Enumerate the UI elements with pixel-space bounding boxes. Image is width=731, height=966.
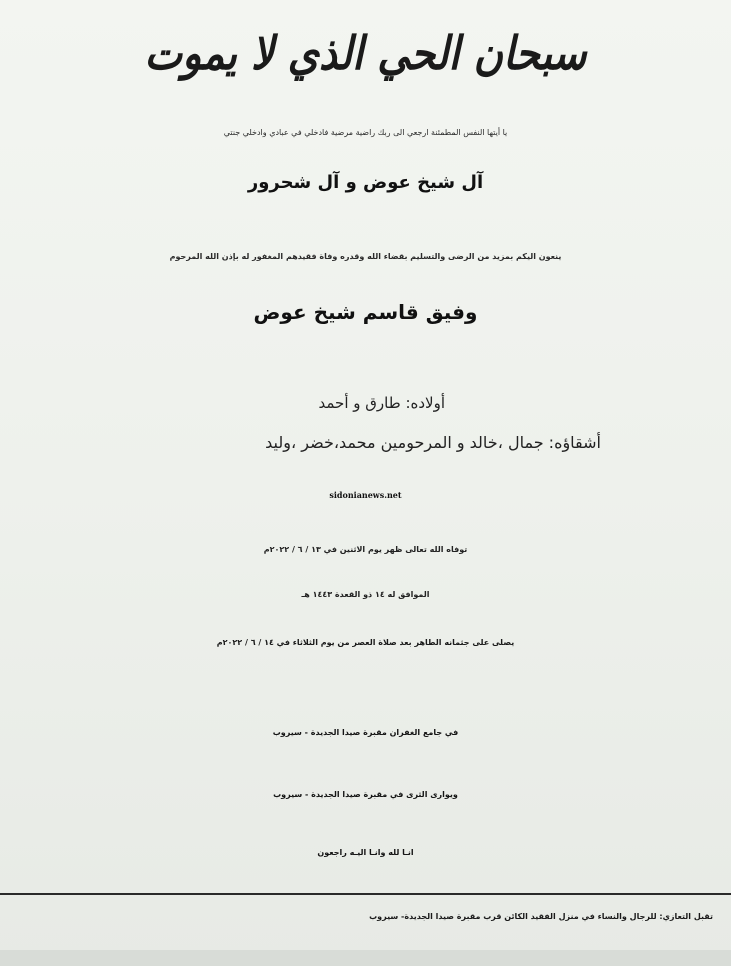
verse-line: يا أيتها النفس المطمئنة ارجعي الى ربك راضية مرضية فادخلي في عبادي وادخلي جنتي: [223, 128, 508, 137]
header-calligraphy-text: سبحان الحي الذي لا يموت: [144, 25, 587, 81]
header-calligraphy: [0, 18, 731, 88]
quran-verse: انـا لله وانـا اليـه راجعون: [317, 848, 414, 857]
children-line: أولاده: طارق و أحمد: [318, 394, 445, 412]
death-date: توفاه الله تعالى ظهر يوم الاثنين في ١٣ / ٦ / ٢٠٢٢م: [263, 545, 468, 554]
burial-location: ويوارى الثرى في مقبرة صيدا الجديدة - سيروب: [273, 790, 458, 799]
funeral-prayer: يصلى على جثمانه الطاهر بعد صلاة العصر من يوم الثلاثاء في ١٤ / ٦ / ٢٠٢٢م: [216, 638, 515, 647]
mosque-location: في جامع الغفران مقبرة صيدا الجديدة - سيروب: [272, 728, 459, 737]
page-bottom-edge: [0, 950, 731, 966]
siblings-line: أشقاؤه: جمال ،خالد و المرحومين محمد،خضر ،وليد: [265, 433, 601, 452]
condolences-line: تقبل التعازي: للرجال والنساء في منزل الفقيد الكائن قرب مقبرة صيدا الجديدة- سيروب: [369, 912, 713, 921]
mourning-text: ينعون اليكم بمزيد من الرضى والتسليم بقضاء الله وقدره وفاة فقيدهم المغفور له بإذن الله المرحوم: [169, 252, 562, 261]
divider-line: [0, 893, 731, 895]
deceased-name: وفيق قاسم شيخ عوض: [253, 300, 478, 324]
website-watermark: sidonianews.net: [329, 490, 402, 500]
family-names: آل شيخ عوض و آل شحرور: [247, 172, 484, 193]
hijri-date: الموافق له ١٤ ذو القعدة ١٤٤٣ هـ: [301, 590, 430, 599]
